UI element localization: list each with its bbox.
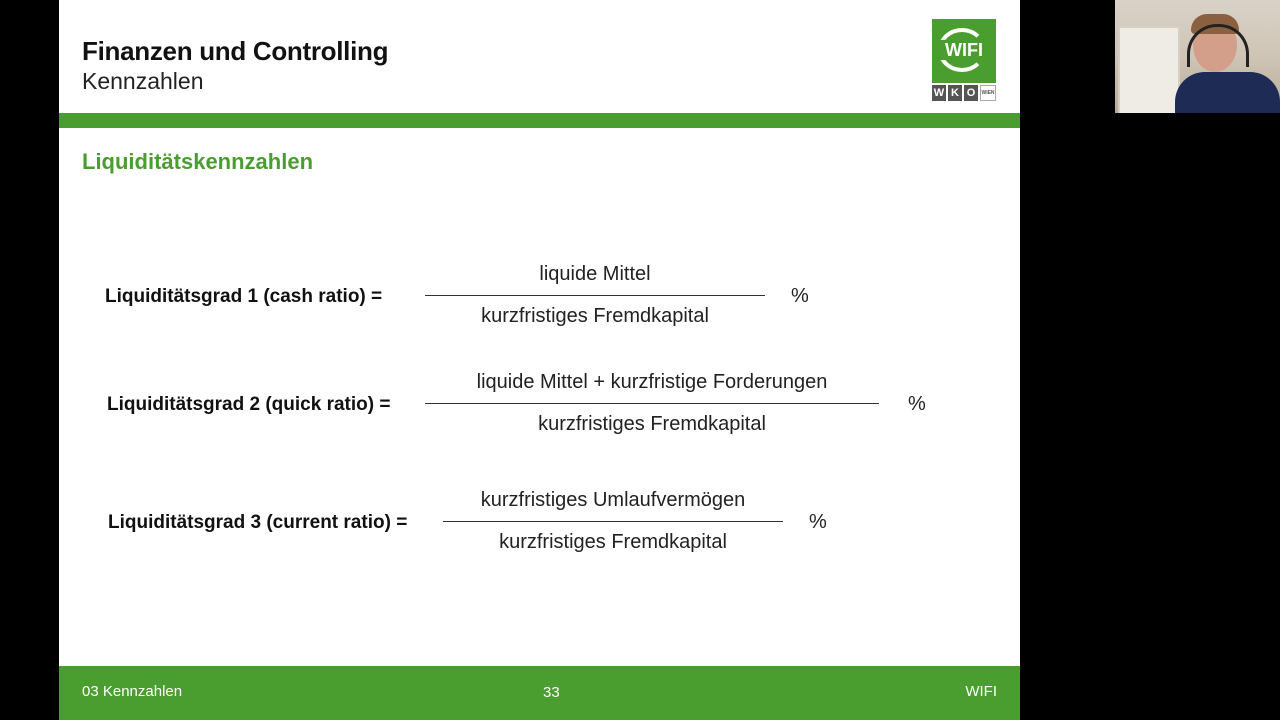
- formula-numerator: liquide Mittel: [539, 263, 651, 285]
- formula-unit: %: [809, 511, 827, 533]
- logo-text: WIFI: [935, 40, 993, 60]
- formula-2: [59, 363, 1020, 443]
- formula-label: Liquiditätsgrad 2 (quick ratio) =: [107, 394, 391, 415]
- slide-title: Finanzen und Controlling: [82, 36, 389, 66]
- formula-denominator: kurzfristiges Fremdkapital: [499, 531, 727, 553]
- footer-brand: WIFI: [965, 683, 997, 700]
- footer-chapter: 03 Kennzahlen: [82, 683, 183, 700]
- webcam-person-body: [1175, 72, 1280, 113]
- formula-numerator: liquide Mittel + kurzfristige Forderungen: [476, 371, 828, 393]
- formula-unit: %: [908, 393, 926, 415]
- footer-page-number: 33: [543, 684, 560, 701]
- wko-wien-text: WIEN: [980, 85, 996, 101]
- wifi-wko-logo: [932, 19, 996, 102]
- wko-letter-w: W: [933, 87, 945, 99]
- formula-3: [59, 482, 1020, 562]
- wko-letter-k: K: [948, 85, 962, 101]
- fraction-line: [425, 403, 879, 404]
- webcam-video-feed: [1115, 0, 1280, 113]
- formula-label: Liquiditätsgrad 1 (cash ratio) =: [105, 286, 383, 307]
- wko-letters: [932, 85, 996, 101]
- formula-denominator: kurzfristiges Fremdkapital: [538, 413, 766, 435]
- slide-subtitle: Kennzahlen: [82, 68, 204, 94]
- formula-unit: %: [791, 285, 809, 307]
- fraction-line: [443, 521, 783, 522]
- formula-label: Liquiditätsgrad 3 (current ratio) =: [108, 512, 408, 533]
- formula-denominator: kurzfristiges Fremdkapital: [481, 305, 709, 327]
- fraction-line: [425, 295, 765, 296]
- presentation-slide: [59, 0, 1020, 720]
- formula-1: [59, 255, 1020, 335]
- wifi-logo-badge: [932, 19, 996, 83]
- slide-footer: [59, 666, 1020, 720]
- formula-numerator: kurzfristiges Umlaufvermögen: [480, 489, 746, 511]
- header-divider-bar: [59, 113, 1020, 128]
- section-title: Liquiditätskennzahlen: [82, 149, 314, 174]
- wko-letter-o: O: [964, 85, 978, 101]
- webcam-background-door: [1118, 26, 1180, 113]
- headset-icon: [1187, 24, 1249, 67]
